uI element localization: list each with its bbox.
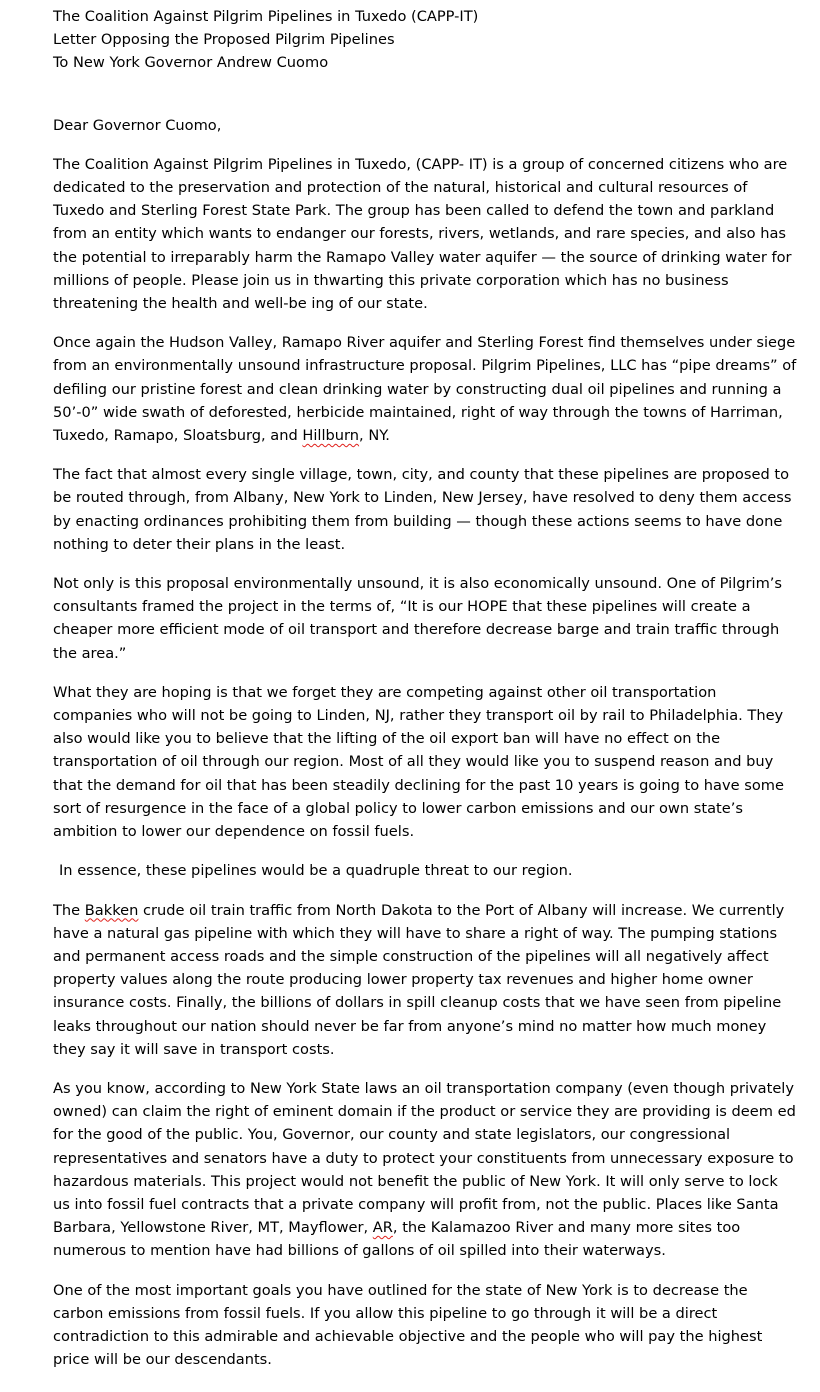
paragraph-hoping: What they are hoping is that we forget they are competing against other oil transportation companies who will not be going to Linden, NJ, rather they transport oil by rail to Philadelphia. They also would like you to believe that the lifting of the oil export ban will have no effect on the transportation of oil through our region. Most of all they would like you to suspend reason and buy that the demand for oil that has been steadily declining for the past 10 years is going to have some sort of resurgence in the face of a global policy to lower carbon emissions and our own state’s ambition to lower our dependence on fossil fuels. [53, 683, 784, 841]
header-recipient: To New York Governor Andrew Cuomo [53, 54, 329, 72]
paragraph-text: , the Kalamazoo River and many more sites too numerous to mention have had billions of gallons of oil spilled into their waterways. [53, 1219, 741, 1260]
letter-document [53, 5, 798, 1387]
header-subject: Letter Opposing the Proposed Pilgrim Pipelines [53, 31, 395, 49]
paragraph-siege [53, 331, 798, 447]
paragraph-text: Once again the Hudson Valley, Ramapo River aquifer and Sterling Forest find themselves under siege from an environmentally unsound infrastructure proposal. Pilgrim Pipelines, LLC has “pipe dreams” of defiling our pristine forest and clean drinking water by constructing dual oil pipelines and running a 50’-0” wide swath of deforested, herbicide maintained, right of way through the towns of Harriman, Tuxedo, Ramapo, Sloatsburg, and [53, 334, 797, 445]
paragraph-text: crude oil train traffic from North Dakota to the Port of Albany will increase. We currently have a natural gas pipeline with which they will have to share a right of way. The pumping stations and permanent access roads and the simple construction of the pipelines will all negatively affect property values along the route producing lower property tax revenues and higher home owner insurance costs. Finally, the billions of dollars in spill cleanup costs that we have seen from pipeline leaks throughout our nation should never be far from anyone’s mind no matter how much money they say it will save in transport costs. [53, 901, 785, 1058]
paragraph-eminent-domain [53, 1077, 798, 1263]
paragraph-quadruple-threat: In essence, these pipelines would be a quadruple threat to our region. [59, 862, 573, 880]
letter-header [53, 5, 798, 75]
paragraph-economics: Not only is this proposal environmentally unsound, it is also economically unsound. One of Pilgrim’s consultants framed the project in the terms of, “It is our HOPE that these pipelines will create a cheaper more efficient mode of oil transport and therefore decrease barge and train traffic through the area.” [53, 575, 783, 662]
paragraph-goals: One of the most important goals you have outlined for the state of New York is to decrease the carbon emissions from fossil fuels. If you allow this pipeline to go through it will be a direct contradiction to this admirable and achievable objective and the people who will pay the highest price will be our descendants. [53, 1281, 763, 1369]
spellcheck-flagged-word[interactable]: Bakken [84, 901, 139, 919]
paragraph-ordinances: The fact that almost every single village, town, city, and county that these pipelines are proposed to be routed through, from Albany, New York to Linden, New Jersey, have resolved to deny them access by enacting ordinances prohibiting them from building — though these actions seems to have done nothing to deter their plans in the least. [53, 466, 792, 553]
paragraph-text: As you know, according to New York State laws an oil transportation company (even though privately owned) can claim the right of eminent domain if the product or service they are providing is deem ed for the good of the public. You, Governor, our county and state legislators, our congressional representatives and senators have a duty to protect your constituents from unnecessary exposure to hazardous materials. This project would not benefit the public of New York. It will only serve to lock us into fossil fuel contracts that a private company will profit from, not the public. Places like Santa Barbara, Yellowstone River, MT, Mayflower, [53, 1079, 796, 1237]
header-organization: The Coalition Against Pilgrim Pipelines in Tuxedo (CAPP-IT) [53, 8, 479, 25]
paragraph-intro: The Coalition Against Pilgrim Pipelines in Tuxedo, (CAPP- IT) is a group of concerned citizens who are dedicated to the preservation and protection of the natural, historical and cultural resources of Tuxedo and Sterling Forest State Park. The group has been called to defend the town and parkland from an entity which wants to endanger our forests, rivers, wetlands, and rare species, and also has the potential to irreparably harm the Ramapo Valley water aquifer — the source of drinking water for millions of people. Please join us in thwarting this private corporation which has no business threatening the health and well-be ing of our state. [53, 155, 792, 313]
paragraph-text: , NY. [359, 427, 390, 445]
paragraph-text: The [53, 901, 85, 919]
spellcheck-flagged-word[interactable]: AR [372, 1219, 393, 1237]
paragraph-bakken [53, 899, 798, 1061]
salutation: Dear Governor Cuomo, [53, 116, 222, 134]
spellcheck-flagged-word[interactable]: Hillburn [302, 427, 360, 445]
